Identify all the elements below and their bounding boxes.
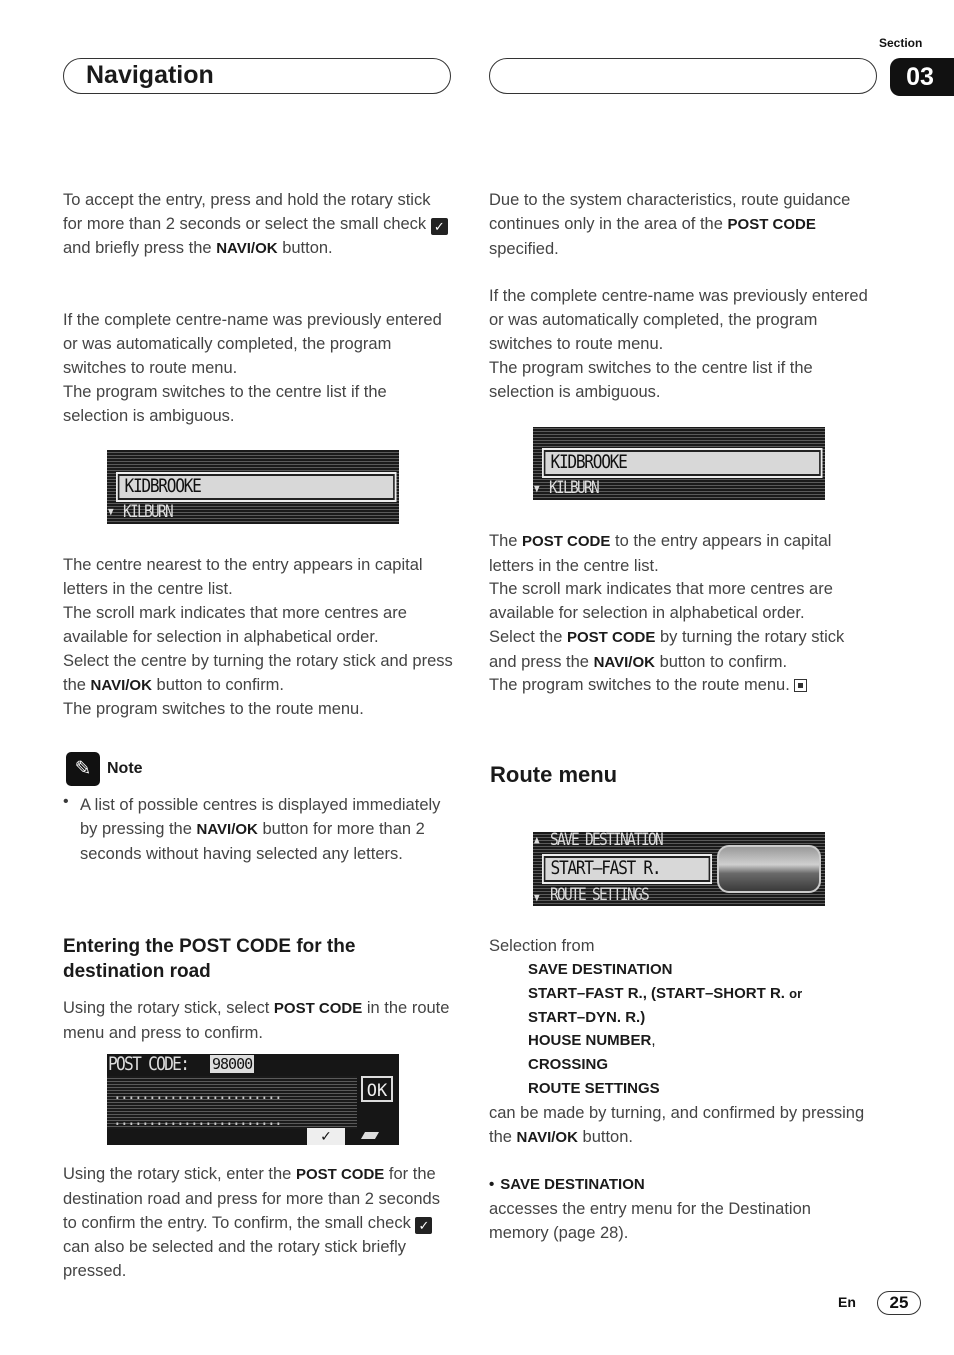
centre-list-screen-right [533, 427, 825, 500]
scroll-down-icon: ▼ [534, 891, 538, 904]
menu-item-start-fast: START–FAST R., (START–SHORT R. or [528, 985, 803, 1002]
end-mark-icon [794, 679, 807, 692]
left-para-9: Using the rotary stick, enter the POST CODE for the destination road and press for more than 2 seconds to confirm the entry. To confirm, the small check ✓ can also be selected and the rotary stick briefly pressed. [63, 1165, 440, 1280]
postcode-dots-row-1: ........................ [113, 1084, 281, 1104]
left-para-1: To accept the entry, press and hold the rotary stick for more than 2 seconds or select the small check ✓ and briefly press the NAVI/OK button. [63, 188, 453, 261]
section-number: 03 [890, 58, 954, 96]
scroll-up-icon: ▲ [534, 833, 538, 846]
check-icon: ✓ [415, 1217, 432, 1234]
right-para-3: The program switches to the centre list if the selection is ambiguous. [489, 359, 813, 401]
right-para-8: can be made by turning, and confirmed by pressing the NAVI/OK button. [489, 1104, 865, 1146]
route-screen-selected: START–FAST R. [542, 854, 712, 884]
eraser-icon [361, 1132, 379, 1139]
menu-item-route-settings: ROUTE SETTINGS [528, 1080, 660, 1097]
selection-from: Selection from [489, 937, 595, 955]
postcode-value: 98000 [212, 1055, 253, 1073]
scroll-down-icon: ▼ [534, 482, 538, 495]
section-label: Section [879, 36, 923, 50]
menu-item-house-number: HOUSE NUMBER, [528, 1032, 656, 1049]
screen-selected-entry: KIDBROOKE [116, 472, 397, 502]
right-para-2: If the complete centre-name was previously entered or was automatically completed, the program switches to route menu. [489, 287, 868, 353]
right-para-9: accesses the entry menu for the Destination memory (page 28). [489, 1200, 811, 1242]
route-menu-screen [533, 832, 825, 906]
menu-item-save-destination: SAVE DESTINATION [528, 961, 673, 978]
screen-next-entry: KILBURN [123, 502, 173, 522]
postcode-entry-screen [107, 1054, 399, 1145]
route-screen-top: SAVE DESTINATION [550, 832, 663, 850]
note-title: Note [107, 760, 143, 777]
right-para-5: The scroll mark indicates that more centres are available for selection in alphabetical order. [489, 580, 833, 622]
scroll-down-icon: ▼ [108, 505, 112, 518]
check-icon: ✓ [431, 218, 448, 235]
car-image [717, 845, 821, 893]
page-title: Navigation [86, 61, 214, 89]
route-screen-bottom: ROUTE SETTINGS [550, 885, 649, 905]
header-title-box [63, 58, 451, 94]
left-para-4: The centre nearest to the entry appears in capital letters in the centre list. [63, 556, 423, 598]
postcode-subheading: Entering the POST CODE for the destination road [63, 936, 356, 982]
bullet-save-destination: • SAVE DESTINATION [489, 1176, 645, 1193]
left-para-2: If the complete centre-name was previously entered or was automatically completed, the program switches to route menu. [63, 311, 442, 377]
menu-item-start-dyn: START–DYN. R.) [528, 1009, 646, 1026]
page-number: 25 [877, 1291, 921, 1315]
right-para-7: The program switches to the route menu. [489, 673, 874, 697]
left-para-5: The scroll mark indicates that more centres are available for selection in alphabetical order. [63, 604, 407, 646]
menu-item-crossing: CROSSING [528, 1056, 609, 1073]
left-para-7: The program switches to the route menu. [63, 700, 364, 718]
left-para-3: The program switches to the centre list if the selection is ambiguous. [63, 383, 387, 425]
screen-selected-entry: KIDBROOKE [542, 448, 823, 478]
right-para-6: Select the POST CODE by turning the rotary stick and press the NAVI/OK button to confirm. [489, 628, 845, 671]
postcode-ok-button: OK [361, 1076, 393, 1102]
centre-list-screen-left [107, 450, 399, 524]
header-blank-box [489, 58, 877, 94]
pen-icon: ✎ [66, 752, 100, 786]
postcode-label: POST CODE: [108, 1054, 189, 1075]
check-icon: ✓ [307, 1128, 345, 1145]
left-para-8: Using the rotary stick, select POST CODE in the route menu and press to confirm. [63, 999, 450, 1042]
route-menu-heading: Route menu [490, 762, 618, 787]
screen-next-entry: KILBURN [549, 478, 599, 498]
note-bullet: • [63, 793, 69, 810]
postcode-dots-row-2: ........................ [113, 1110, 281, 1130]
note-text: A list of possible centres is displayed immediately by pressing the NAVI/OK button for more than 2 seconds without having selected any letters. [80, 796, 441, 863]
right-para-4: The POST CODE to the entry appears in capital letters in the centre list. [489, 532, 832, 575]
footer-lang: En [838, 1294, 856, 1310]
left-para-6: Select the centre by turning the rotary stick and press the NAVI/OK button to confirm. [63, 652, 453, 694]
right-para-1: Due to the system characteristics, route guidance continues only in the area of the POST CODE specified. [489, 191, 851, 258]
